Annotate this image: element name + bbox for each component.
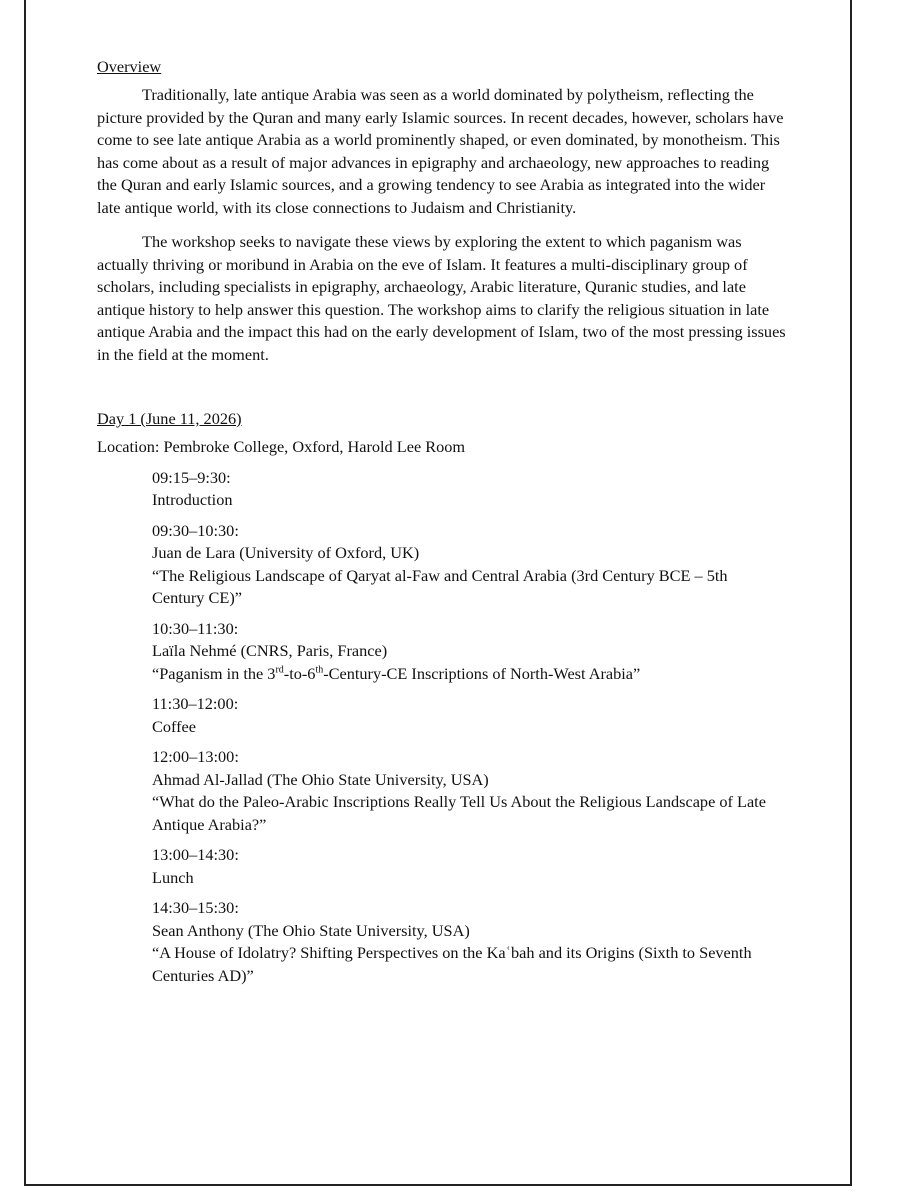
session-speaker: Juan de Lara (University of Oxford, UK) [152,543,420,562]
document-body [97,56,787,995]
title-part: -to-6 [283,663,316,683]
session [152,693,787,738]
session-time: 10:30–11:30: [152,618,239,638]
session-title [152,663,787,686]
overview-heading: Overview [97,57,162,76]
session-title: Lunch [152,867,194,887]
session [152,897,787,987]
session [152,467,787,512]
section-spacer [97,378,787,408]
session-time: 14:30–15:30: [152,898,239,917]
day1-schedule [152,467,787,988]
ordinal-suffix: th [315,664,324,676]
day1-heading: Day 1 (June 11, 2026) [97,409,242,428]
ordinal-suffix: rd [275,664,284,676]
day1-location: Location: Pembroke College, Oxford, Harold Lee Room [97,437,466,456]
session [152,520,787,610]
session-title: “The Religious Landscape of Qaryat al-Faw and Central Arabia (3rd Century BCE – 5th Century CE)” [152,565,728,607]
overview-paragraph-1: Traditionally, late antique Arabia was seen as a world dominated by polytheism, reflecting the picture provided by the Quran and many early Islamic sources. In recent decades, however, scholars have come to see late antique Arabia as a world prominently shaped, or even dominated, by monotheism. This has come about as a result of major advances in epigraphy and archaeology, new approaches to reading the Quran and early Islamic sources, and a growing tendency to see Arabia as integrated into the wider late antique world, with its close connections to Judaism and Christianity. [97,85,784,217]
session-title: “A House of Idolatry? Shifting Perspectives on the Kaʿbah and its Origins (Sixth to Seventh Centuries AD)” [152,943,752,985]
session-time: 09:15–9:30: [152,467,231,487]
session-speaker: Laïla Nehmé (CNRS, Paris, France) [152,641,388,660]
title-part: “Paganism in the 3 [152,663,276,683]
session [152,844,787,889]
session-speaker: Sean Anthony (The Ohio State University, USA) [152,920,470,940]
session-time: 09:30–10:30: [152,520,239,540]
session-speaker: Ahmad Al-Jallad (The Ohio State University, USA) [152,769,489,789]
session-time: 13:00–14:30: [152,845,239,864]
overview-paragraph-2: The workshop seeks to navigate these views by exploring the extent to which paganism was actually thriving or moribund in Arabia on the eve of Islam. It features a multi-disciplinary group of scholars, including specialists in epigraphy, archaeology, Arabic literature, Quranic studies, and late antique history to help answer this question. The workshop aims to clarify the religious situation in late antique Arabia and the impact this had on the early development of Islam, two of the most pressing issues in the field at the moment. [97,232,786,364]
session-time: 11:30–12:00: [152,694,239,713]
session [152,618,787,686]
session-title: Coffee [152,716,197,736]
session-title: Introduction [152,490,233,509]
session [152,746,787,836]
session-title: “What do the Paleo-Arabic Inscriptions Really Tell Us About the Religious Landscape of Late Antique Arabia?” [152,792,766,834]
title-part: -Century-CE Inscriptions of North-West Arabia” [323,663,641,683]
session-time: 12:00–13:00: [152,747,239,766]
